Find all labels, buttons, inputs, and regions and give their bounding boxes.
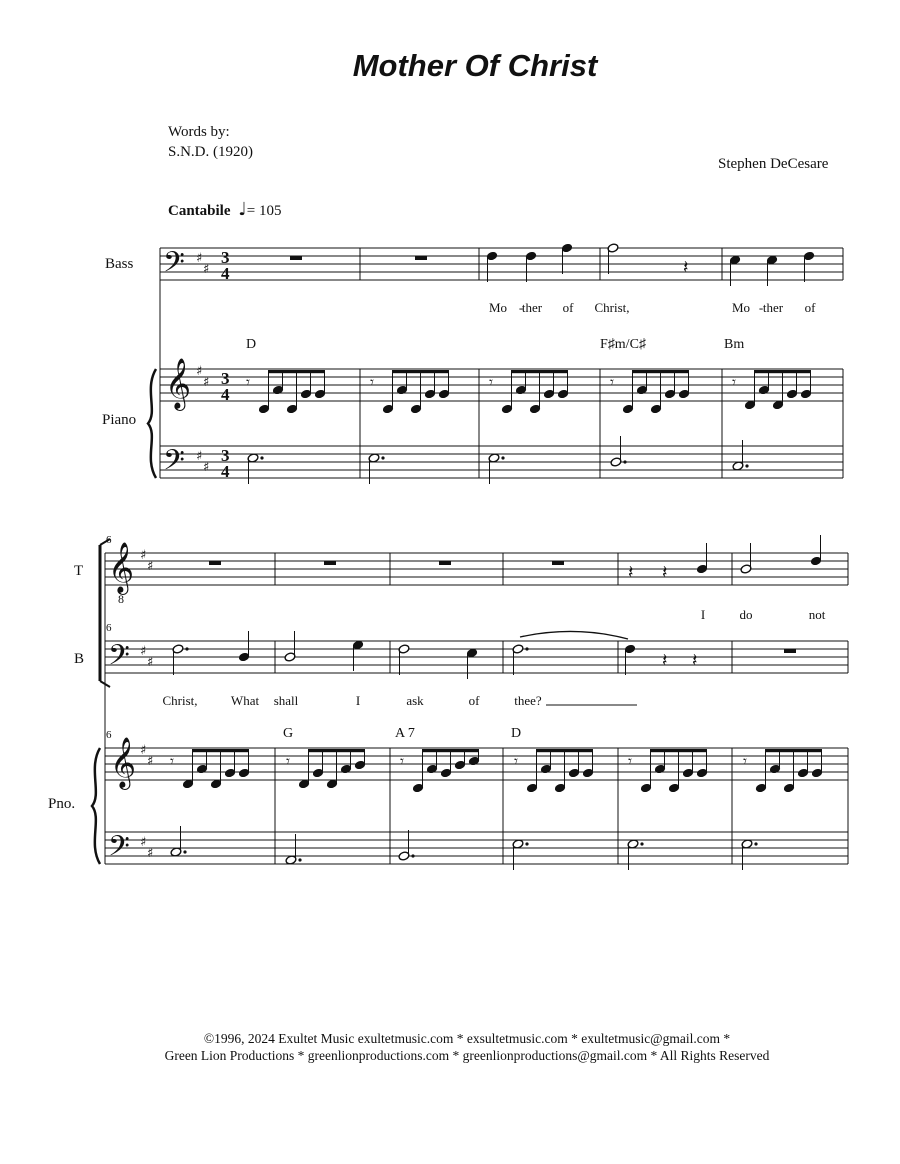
- staff-label-tenor: T: [74, 563, 84, 579]
- key-sharp-icon: ♯: [147, 846, 154, 861]
- dot: [411, 854, 414, 857]
- staff-label-piano: Piano: [102, 412, 137, 428]
- key-sharp-icon: ♯: [196, 251, 203, 266]
- tie: [520, 631, 628, 639]
- key-sharp-icon: ♯: [203, 375, 210, 390]
- beam: [192, 749, 249, 752]
- quarter-rest-icon: 𝄽: [662, 650, 668, 671]
- whole-rest-icon: [209, 561, 221, 565]
- dot: [185, 647, 188, 650]
- time-signature-bottom: 4: [221, 462, 230, 481]
- piano-brace: [148, 369, 156, 478]
- eighth-rest-icon: 𝄾: [514, 752, 518, 770]
- beam: [268, 370, 325, 373]
- key-sharp-icon: ♯: [196, 449, 203, 464]
- whole-rest-icon: [415, 256, 427, 260]
- staff-label-piano: Pno.: [48, 796, 76, 812]
- chord-symbol: A 7: [395, 726, 415, 741]
- measure-number: 6: [106, 534, 112, 546]
- staff-label-bass: B: [74, 651, 85, 667]
- eighth-rest-icon: 𝄾: [489, 373, 493, 391]
- beam: [632, 370, 689, 373]
- footer-line-1: ©1996, 2024 Exultet Music exultetmusic.com * exsultetmusic.com * exultetmusic@gmail.com *: [203, 1031, 731, 1046]
- dot: [525, 842, 528, 845]
- eighth-rest-icon: 𝄾: [246, 373, 250, 391]
- lyricist: S.N.D. (1920): [168, 144, 253, 160]
- treble-clef-icon: 𝄞: [108, 542, 135, 593]
- beam: [536, 749, 593, 752]
- key-sharp-icon: ♯: [140, 548, 147, 563]
- whole-rest-icon: [784, 649, 796, 653]
- chord-symbol: Bm: [724, 337, 745, 352]
- composer: Stephen DeCesare: [718, 156, 829, 172]
- lyric-syllable: of: [468, 693, 480, 708]
- eighth-rest-icon: 𝄾: [743, 752, 747, 770]
- key-sharp-icon: ♯: [147, 559, 154, 574]
- dot: [623, 460, 626, 463]
- quarter-note-icon: ♩: [238, 199, 247, 220]
- key-sharp-icon: ♯: [140, 644, 147, 659]
- eighth-rest-icon: 𝄾: [370, 373, 374, 391]
- time-signature-bottom: 4: [221, 385, 230, 404]
- octave-8-marking: 8: [118, 592, 124, 606]
- dot: [525, 647, 528, 650]
- lyric-syllable: shall: [273, 693, 299, 708]
- dot: [745, 464, 748, 467]
- bass-clef-icon: 𝄢: [163, 246, 185, 286]
- lyric-syllable: I: [355, 693, 361, 708]
- dot: [754, 842, 757, 845]
- key-sharp-icon: ♯: [147, 754, 154, 769]
- lyric-syllable: do: [739, 607, 753, 622]
- dot: [501, 456, 504, 459]
- beam: [511, 370, 568, 373]
- whole-rest-icon: [290, 256, 302, 260]
- lyric-syllable: not: [808, 607, 826, 622]
- lyric-syllable: ther: [762, 300, 784, 315]
- key-sharp-icon: ♯: [203, 262, 210, 277]
- eighth-rest-icon: 𝄾: [286, 752, 290, 770]
- beam: [754, 370, 811, 373]
- dot: [260, 456, 263, 459]
- footer-line-2: Green Lion Productions * greenlionproductions.com * greenlionproductions@gmail.com * All Rights Reserved: [164, 1048, 770, 1063]
- eighth-rest-icon: 𝄾: [610, 373, 614, 391]
- measure-number: 6: [106, 622, 112, 634]
- chord-symbol: D: [511, 726, 522, 741]
- chord-symbol: G: [283, 726, 294, 741]
- eighth-rest-icon: 𝄾: [170, 752, 174, 770]
- piano-brace: [92, 748, 100, 864]
- lyric-syllable: Christ,: [594, 300, 630, 315]
- dot: [298, 858, 301, 861]
- eighth-rest-icon: 𝄾: [732, 373, 736, 391]
- beam: [308, 749, 365, 752]
- lyric-syllable: -: [758, 300, 764, 315]
- treble-clef-icon: 𝄞: [165, 358, 192, 409]
- time-signature-top: 3: [221, 369, 230, 388]
- beam: [392, 370, 449, 373]
- chord-symbol: F♯m/C♯: [600, 337, 646, 352]
- lyric-syllable: of: [804, 300, 816, 315]
- lyric-syllable: What: [230, 693, 260, 708]
- tempo-bpm: = 105: [246, 203, 282, 219]
- time-signature-top: 3: [221, 248, 230, 267]
- whole-rest-icon: [439, 561, 451, 565]
- key-sharp-icon: ♯: [140, 743, 147, 758]
- quarter-rest-icon: 𝄽: [662, 562, 668, 583]
- bass-clef-icon: 𝄢: [108, 830, 130, 870]
- whole-rest-icon: [324, 561, 336, 565]
- page-title: Mother Of Christ: [352, 48, 598, 83]
- key-sharp-icon: ♯: [140, 835, 147, 850]
- dot: [183, 850, 186, 853]
- beam: [650, 749, 707, 752]
- lyric-syllable: ther: [521, 300, 543, 315]
- key-sharp-icon: ♯: [147, 655, 154, 670]
- words-by-label: Words by:: [168, 124, 230, 140]
- measure-number: 6: [106, 729, 112, 741]
- quarter-rest-icon: 𝄽: [692, 650, 698, 671]
- bass-clef-icon: 𝄢: [108, 639, 130, 679]
- beam: [765, 749, 822, 752]
- lyric-syllable: Mo: [488, 300, 508, 315]
- dot: [640, 842, 643, 845]
- lyric-syllable: Mo: [731, 300, 751, 315]
- whole-rest-icon: [552, 561, 564, 565]
- quarter-rest-icon: 𝄽: [628, 562, 634, 583]
- lyric-syllable: thee?: [514, 693, 542, 708]
- time-signature-top: 3: [221, 446, 230, 465]
- eighth-rest-icon: 𝄾: [400, 752, 404, 770]
- quarter-rest-icon: 𝄽: [683, 257, 689, 278]
- lyric-syllable: I: [700, 607, 706, 622]
- time-signature-bottom: 4: [221, 264, 230, 283]
- staff-label-bass: Bass: [105, 256, 134, 272]
- lyric-syllable: ask: [406, 693, 424, 708]
- lyric-syllable: Christ,: [162, 693, 198, 708]
- chord-symbol: D: [246, 337, 257, 352]
- key-sharp-icon: ♯: [196, 364, 203, 379]
- dot: [381, 456, 384, 459]
- bass-clef-icon: 𝄢: [163, 444, 185, 484]
- eighth-rest-icon: 𝄾: [628, 752, 632, 770]
- key-sharp-icon: ♯: [203, 460, 210, 475]
- beam: [422, 749, 479, 752]
- treble-clef-icon: 𝄞: [110, 737, 137, 788]
- tempo-word: Cantabile: [168, 203, 231, 219]
- lyric-syllable: -: [518, 300, 524, 315]
- lyric-syllable: of: [562, 300, 574, 315]
